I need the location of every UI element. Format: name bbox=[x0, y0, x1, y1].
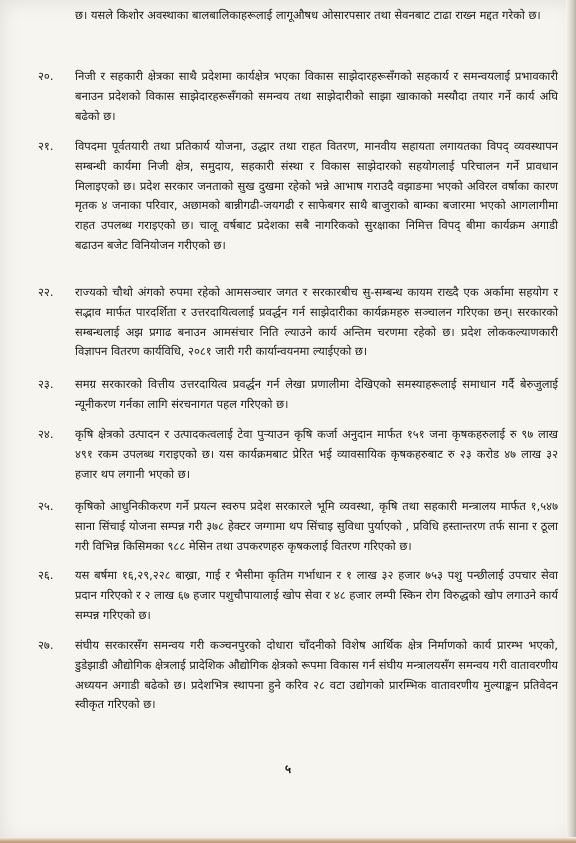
paragraph-text: समग्र सरकारको वित्तीय उत्तरदायित्व प्रवर्द्धन गर्न लेखा प्रणालीमा देखिएको समस्याहरूलाई समाधान गर्दै बेरुजुलाई न्यूनीकरण गर्नका लागि संरचनागत पहल गरिएको छ। bbox=[75, 377, 558, 411]
paper-edge-right bbox=[566, 0, 576, 843]
paragraph-number: २२. bbox=[38, 285, 54, 299]
paragraph-text: कृषिको आधुनिकीकरण गर्ने प्रयत्न स्वरुप प्रदेश सरकारले भूमि व्यवस्था, कृषि तथा सहकारी मन्त्रालय मार्फत १,५४७ साना सिंचाई योजना सम्पन्न गरी ३७८ हेक्टर जग्गामा थप सिंचाइ सुविधा पुर्याएको , प्रविधि हस्तान्तरण तर्फ साना र ठूला गरी विभिन्न किसिमका ९८८ मेसिन तथा उपकरणहरु कृषकलाई वितरण गरिएको छ। bbox=[75, 499, 558, 553]
paragraph-25 bbox=[38, 497, 558, 556]
paragraph-text: निजी र सहकारी क्षेत्रका साथै प्रदेशमा कार्यक्षेत्र भएका विकास साझेदारहरूसँगको सहकार्य र समन्वयलाई प्रभावकारी बनाउन प्रदेशको विकास साझेदारहरूसँगको समन्वय तथा साझेदारीको साझा खाकाको मस्यौदा तयार गर्ने कार्य अघि बढेको छ। bbox=[75, 69, 558, 123]
paragraph-number: २३. bbox=[38, 377, 54, 391]
paper-edge-bottom bbox=[0, 837, 576, 843]
paragraph-24 bbox=[38, 425, 558, 484]
paragraph-text: संघीय सरकारसँग समन्वय गरी कञ्चनपुरको दोधारा चाँदनीको विशेष आर्थिक क्षेत्र निर्माणको कार्य प्रारम्भ भएको, डुडेझाडी औद्योगिक क्षेत्रलाई प्रादेशिक औद्योगिक क्षेत्रको रूपमा विकास गर्न संघीय मन्त्रालयसँग समन्वय गरी वातावरणीय अध्ययन अगाडी बढेको छ। प्रदेशभित्र स्थापना हुने करिव २८ वटा उद्योगको प्रारम्भिक वातावरणीय मुल्याङ्कन प्रतिवेदन स्वीकृत गरिएको छ। bbox=[75, 638, 558, 712]
paragraph-number: २०. bbox=[38, 69, 54, 83]
paragraph-text: विपदमा पूर्वतयारी तथा प्रतिकार्य योजना, उद्धार तथा राहत वितरण, मानवीय सहायता लगायतका विपद् व्यवस्थापन सम्बन्धी कार्यमा निजी क्षेत्र, समुदाय, सहकारी संस्था र विकास साझेदारको सहयोगलाई परिचालन गर्ने प्रावधान मिलाइएको छ। प्रदेश सरकार जनताको सुख दुखमा रहेको भन्ने आभाष गराउदै वझाङमा भएको अविरल वर्षाका कारण मृतक ४ जनाका परिवार, अछामको बान्नीगढी-जयगढी र साफेबगर साथै बाजुराको बाम्का बजारमा भएको आगलागीमा राहत उपलब्ध गराइएको छ। चालू वर्षबाट प्रदेशका सबै नागरिकको सुरक्षाका निमित्त विपद् बीमा कार्यक्रम अगाडी बढाउन बजेट विनियोजन गरीएको छ। bbox=[75, 139, 558, 252]
paragraph-number: २६. bbox=[38, 568, 54, 582]
paragraph-20 bbox=[38, 67, 558, 126]
paragraph-27 bbox=[38, 636, 558, 715]
paragraph-26 bbox=[38, 566, 558, 625]
paragraph-text: यस बर्षमा १६,२९,२२८ बाख्रा, गाई र भैसीमा कृतिम गर्भाधान र १ लाख ३२ हजार ७५३ पशु पन्छीलाई उपचार सेवा प्रदान गरिएको र २ लाख ६७ हजार पशुचौपायालाई खोप सेवा र ४८ हजार लम्पी स्किन रोग विरुद्धको खोप लगाउने कार्य सम्पन्न गरिएको छ। bbox=[75, 568, 558, 622]
continuation-paragraph: छ। यसले किशोर अवस्थाका बालबालिकाहरूलाई लागूऔषध ओसारपसार तथा सेवनबाट टाढा राख्न मद्दत गरेको छ। bbox=[75, 8, 541, 22]
paragraph-number: २५. bbox=[38, 499, 54, 513]
paragraph-number: २७. bbox=[38, 638, 54, 652]
paragraph-22 bbox=[38, 283, 558, 362]
paragraph-21 bbox=[38, 137, 558, 256]
paragraph-number: २१. bbox=[38, 139, 54, 153]
paragraph-text: कृषि क्षेत्रको उत्पादन र उत्पादकत्वलाई टेवा पुऱ्याउन कृषि कर्जा अनुदान मार्फत १५१ जना कृषकहरुलाई रु ९७ लाख ४९१ रकम उपलब्ध गराइएको छ। यस कार्यक्रमबाट प्रेरित भई व्यावसायिक कृषकहरुबाट रु २३ करोड ४७ लाख ३२ हजार थप लगानी भएको छ। bbox=[75, 427, 558, 481]
paragraph-23 bbox=[38, 375, 558, 415]
page-number: ५ bbox=[284, 762, 292, 776]
paragraph-text: राज्यको चौथो अंगको रुपमा रहेको आमसञ्चार जगत र सरकारबीच सु-सम्बन्ध कायम राख्दै एक अर्कामा सहयोग र सद्भाव मार्फत पारदर्शिता र उत्तरदायित्वलाई प्रवर्द्धन गर्न साझेदारीका कार्यक्रमहरु सञ्चालन गरिएका छन्। सरकारको सम्बन्धलाई अझ प्रगाढ बनाउन आमसंचार निति ल्याउने कार्य अन्तिम चरणमा रहेको छ। प्रदेश लोककल्याणकारी विज्ञापन वितरण कार्यविधि, २०८१ जारी गरी कार्यान्वयनमा ल्याईएको छ। bbox=[75, 285, 558, 359]
paragraph-number: २४. bbox=[38, 427, 54, 441]
